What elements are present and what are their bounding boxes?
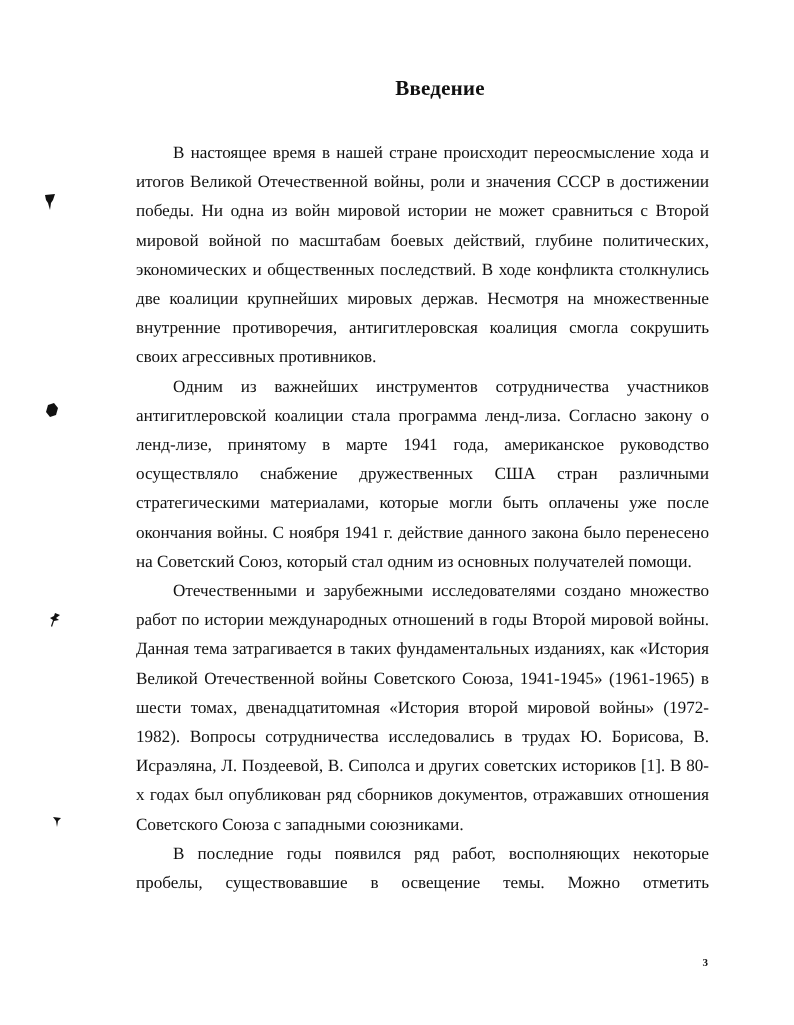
paragraph: Одним из важнейших инструментов сотрудничества участников антигитлеровской коалиции стала программа ленд-лиза. Согласно закону о ленд-лизе, принятому в марте 1941 года, американское руководство осуществляло снабжение дружественных США стран различными стратегическими материалами, которые могли быть оплачены уже после окончания войны. С ноября 1941 г. действие данного закона было перенесено на Советский Союз, который стал одним из основных получателей помощи. <box>136 376 709 571</box>
scan-mark-2 <box>45 402 59 418</box>
paragraph: В последние годы появился ряд работ, восполняющих некоторые пробелы, существовавшие в освещение темы. Можно отметить <box>136 843 709 893</box>
paragraph: В настоящее время в нашей стране происходит переосмысление хода и итогов Великой Отечественной войны, роли и значения СССР в достижении победы. Ни одна из войн мировой истории не может сравниться с Второй мировой войной по масштабам боевых действий, глубине политических, экономических и общественных последствий. В ходе конфликта столкнулись две коалиции крупнейших мировых держав. Несмотря на множественные внутренние противоречия, антигитлеровская коалиция смогла сокрушить своих агрессивных противников. <box>136 143 709 367</box>
body-text <box>136 138 709 897</box>
scan-mark-3 <box>48 611 62 629</box>
page-title: Введение <box>395 76 485 100</box>
paragraph: Отечественными и зарубежными исследователями создано множество работ по истории международных отношений в годы Второй мировой войны. Данная тема затрагивается в таких фундаментальных изданиях, как «История Великой Отечественной войны Советского Союза, 1941-1945» (1961-1965) в шести томах, двенадцатитомная «История второй мировой войны» (1972-1982). Вопросы сотрудничества исследовались в трудах Ю. Борисова, В. Исраэляна, Л. Поздеевой, В. Сиполса и других советских историков [1]. В 80-х годах был опубликован ряд сборников документов, отражавших отношения Советского Союза с западными союзниками. <box>136 581 709 834</box>
scan-mark-1 <box>44 193 56 213</box>
scan-mark-4 <box>52 816 62 828</box>
page-number: 3 <box>702 957 708 969</box>
